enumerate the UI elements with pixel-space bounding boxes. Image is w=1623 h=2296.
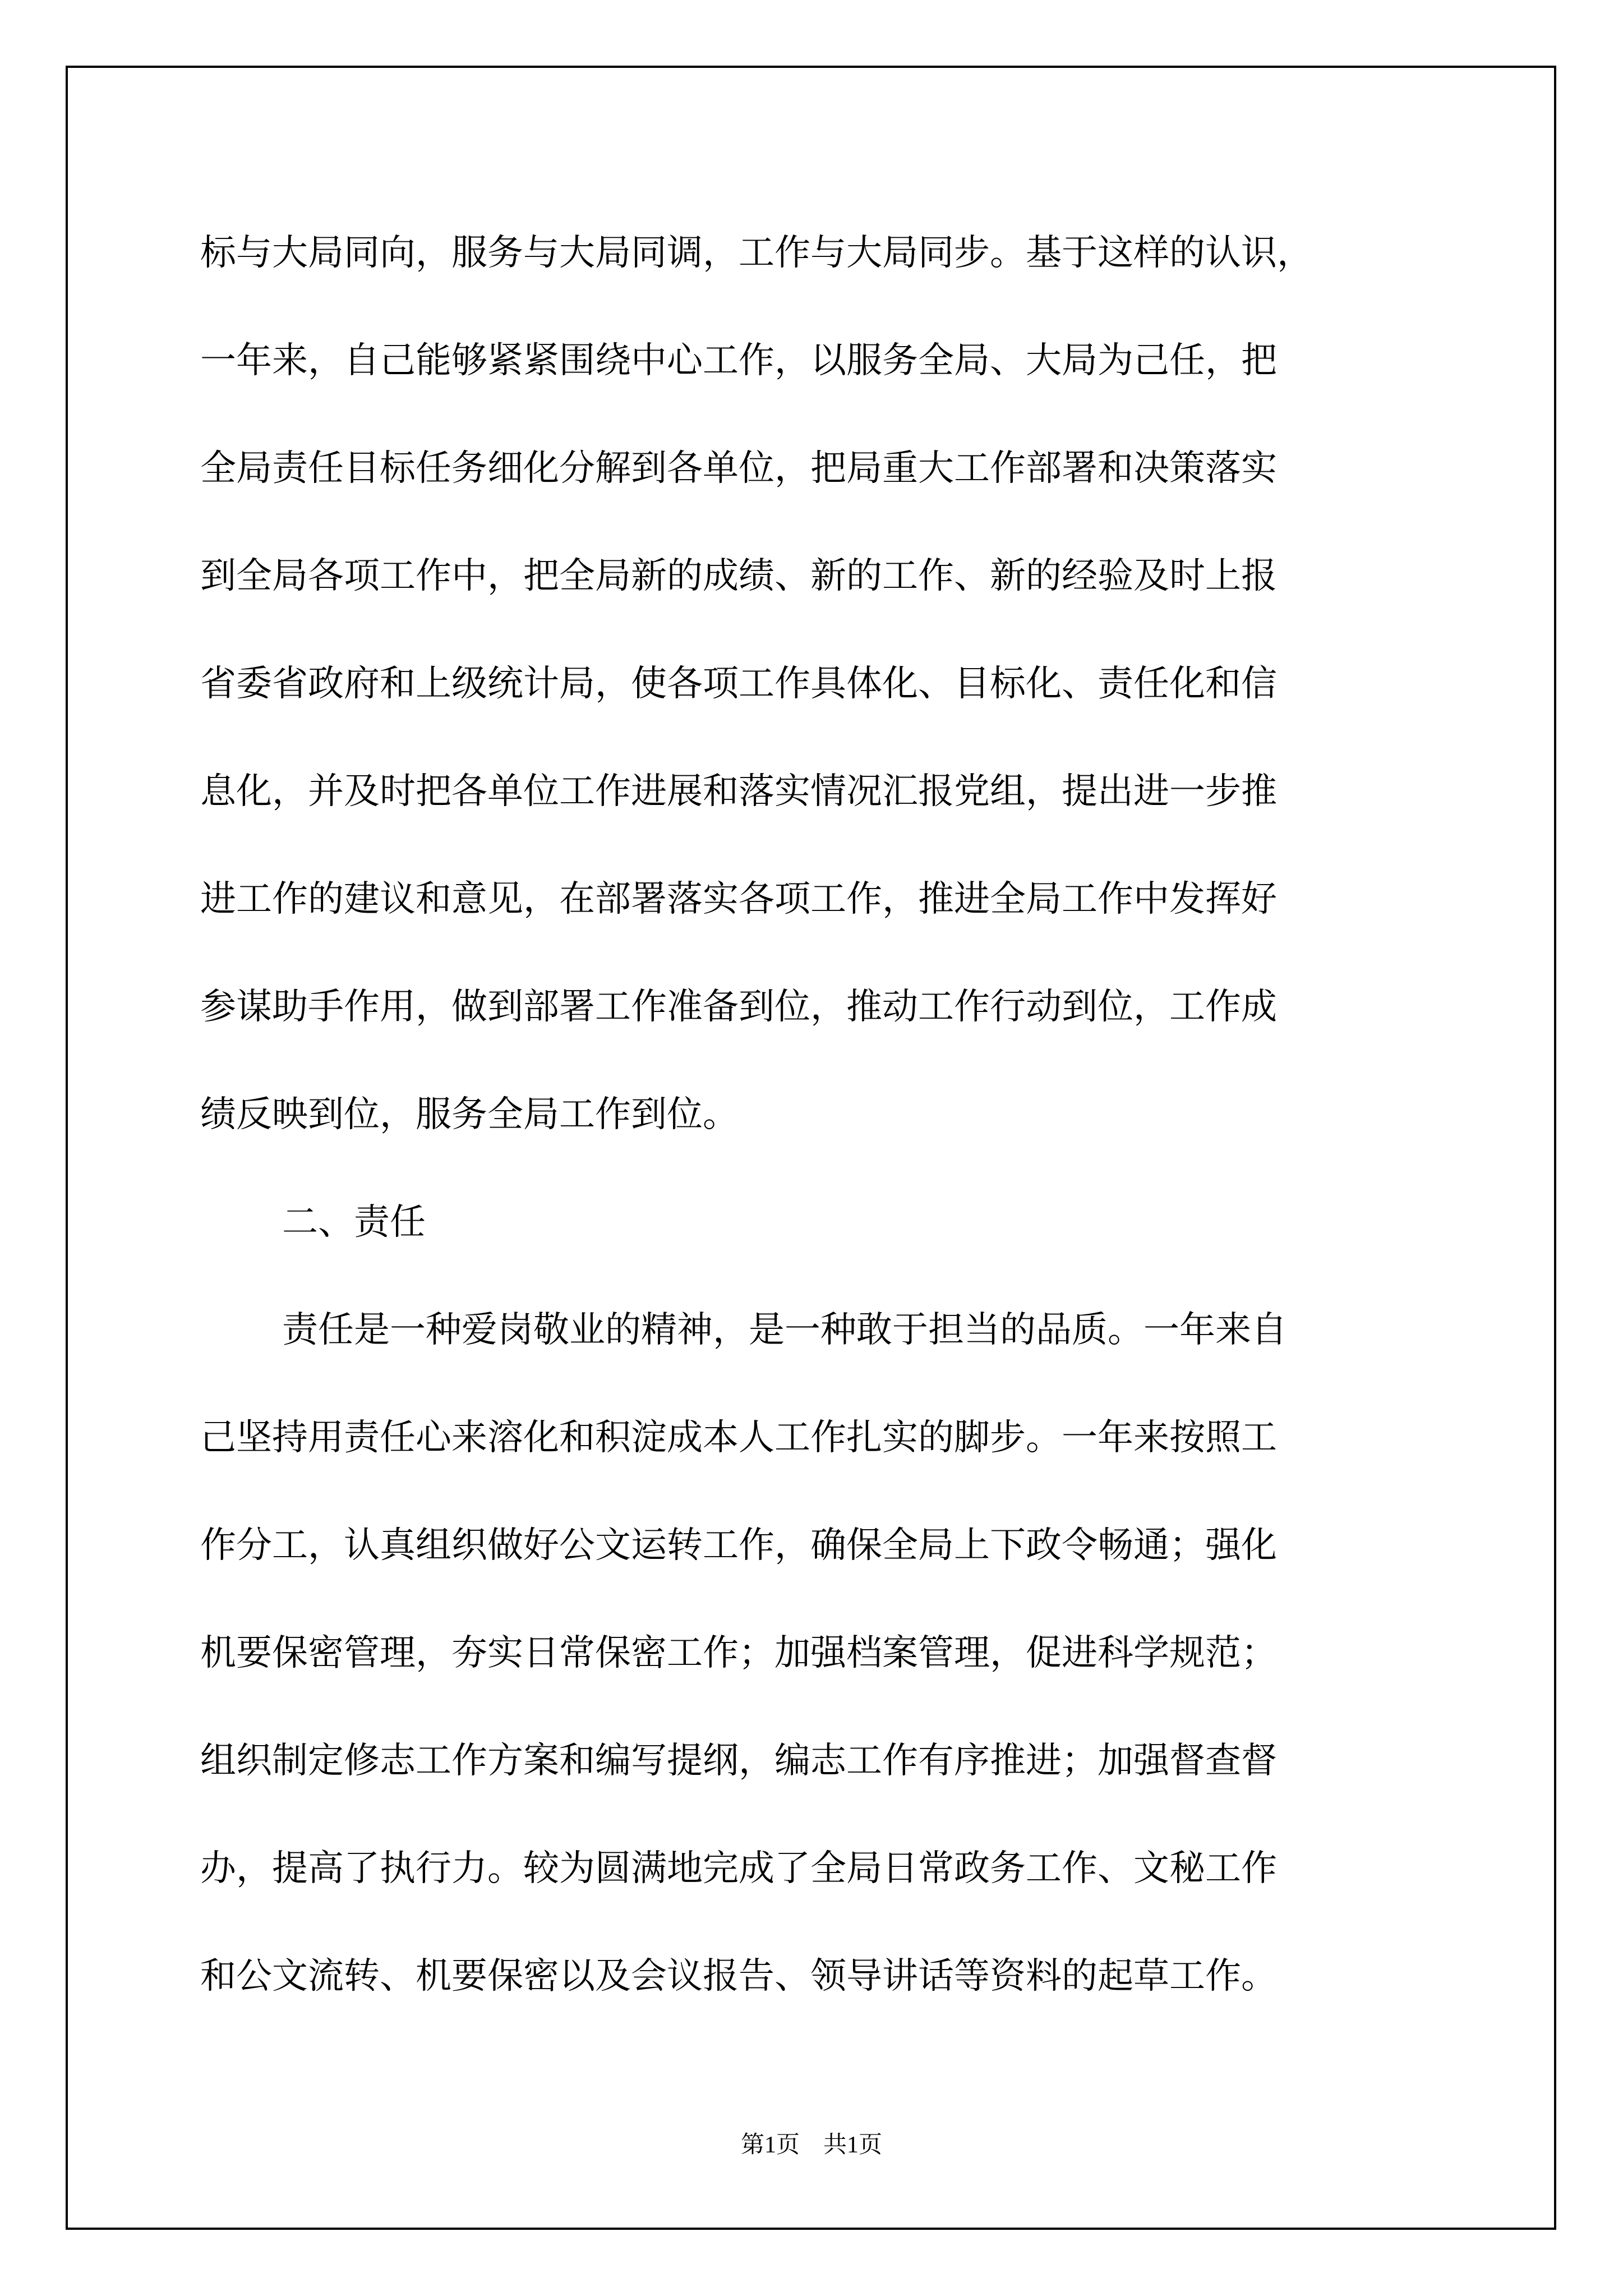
paragraph-1-line-5: 省委省政府和上级统计局，使各项工作具体化、目标化、责任化和信 <box>200 663 1277 705</box>
paragraph-1-line-9: 绩反映到位，服务全局工作到位。 <box>200 1094 739 1135</box>
paragraph-2-line-7: 和公文流转、机要保密以及会议报告、领导讲话等资料的起草工作。 <box>200 1955 1277 1997</box>
paragraph-1-line-7: 进工作的建议和意见，在部署落实各项工作，推进全局工作中发挥好 <box>200 878 1277 920</box>
paragraph-1-line-6: 息化，并及时把各单位工作进展和落实情况汇报党组，提出进一步推 <box>200 771 1277 812</box>
paragraph-1-line-1: 标与大局同向，服务与大局同调，工作与大局同步。基于这样的认识， <box>200 232 1313 274</box>
page-number: 第1页 共1页 <box>740 2132 882 2158</box>
paragraph-1-line-4: 到全局各项工作中，把全局新的成绩、新的工作、新的经验及时上报 <box>200 555 1277 597</box>
paragraph-2-line-5: 组织制定修志工作方案和编写提纲，编志工作有序推进；加强督查督 <box>200 1740 1277 1782</box>
paragraph-1-line-2: 一年来，自己能够紧紧围绕中心工作，以服务全局、大局为己任，把 <box>200 340 1277 381</box>
page-footer <box>0 2126 1623 2160</box>
paragraph-2-line-2: 己坚持用责任心来溶化和积淀成本人工作扎实的脚步。一年来按照工 <box>200 1417 1277 1458</box>
paragraph-2-line-3: 作分工，认真组织做好公文运转工作，确保全局上下政令畅通；强化 <box>200 1525 1277 1566</box>
paragraph-1-line-8: 参谋助手作用，做到部署工作准备到位，推动工作行动到位，工作成 <box>200 986 1277 1028</box>
paragraph-2-line-4: 机要保密管理，夯实日常保密工作；加强档案管理，促进科学规范； <box>200 1632 1277 1674</box>
document-body <box>200 199 1451 2030</box>
paragraph-2-line-6: 办，提高了执行力。较为圆满地完成了全局日常政务工作、文秘工作 <box>200 1848 1277 1889</box>
section-heading: 二、责任 <box>282 1202 426 1243</box>
paragraph-1-line-3: 全局责任目标任务细化分解到各单位，把局重大工作部署和决策落实 <box>200 448 1277 489</box>
paragraph-2-line-1: 责任是一种爱岗敬业的精神，是一种敢于担当的品质。一年来自 <box>282 1309 1287 1351</box>
